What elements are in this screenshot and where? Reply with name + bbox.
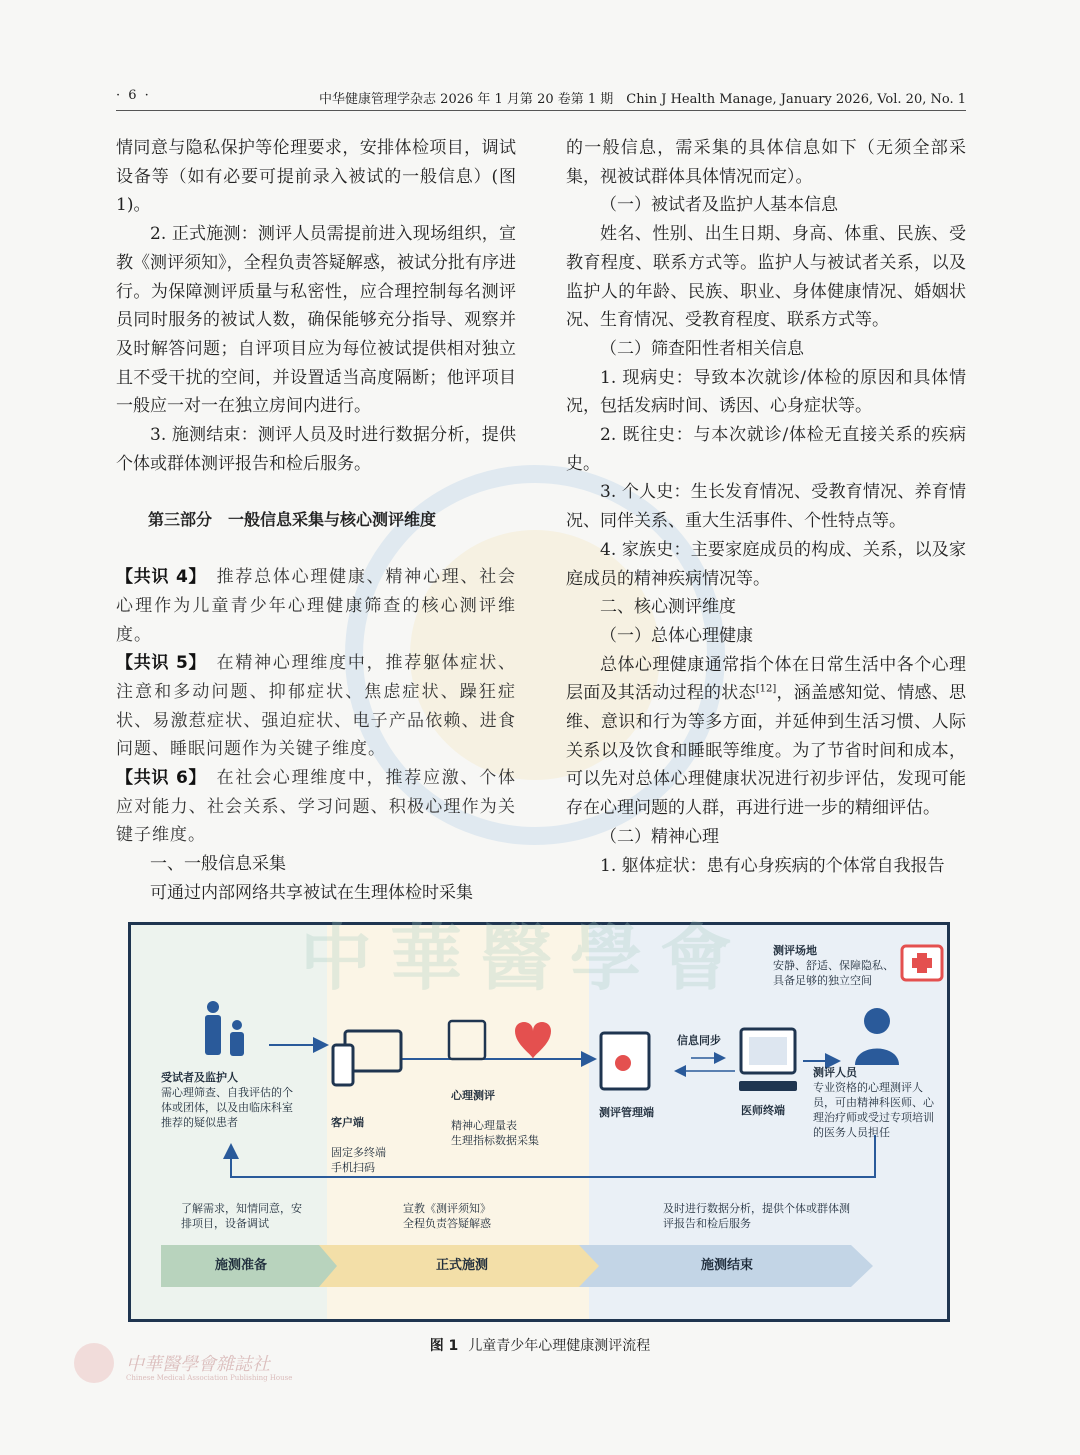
paragraph: 可通过内部网络共享被试在生理体检时采集 <box>150 882 473 903</box>
assess-desc: 精神心理量表 生理指标数据采集 <box>451 1119 539 1147</box>
assess-title: 心理测评 <box>451 1089 495 1102</box>
paragraph: 3. 个人史：生长发育情况、受教育情况、养育情况、同伴关系、重大生活事件、个性特点等。 <box>566 482 966 532</box>
paragraph: 3. 施测结束：测评人员及时进行数据分析，提供个体或群体测评报告和检后服务。 <box>116 425 516 474</box>
consensus-key: 【共识 5】 <box>116 653 198 674</box>
venue-desc: 安静、舒适、保障隐私、具备足够的独立空间 <box>773 959 894 987</box>
publisher-name-en: Chinese Medical Association Publishing House <box>126 1374 293 1382</box>
publisher-name: 中華醫學會雜誌社 <box>126 1354 270 1375</box>
staff-title: 测评人员 <box>813 1066 857 1079</box>
subheading: （一）总体心理健康 <box>600 625 753 646</box>
consensus-text: 在精神心理维度中，推荐躯体症状、注意和多动问题、抑郁症状、焦虑症状、躁狂症状、易激惹症状、强迫症状、电子产品依赖、进食问题、睡眠问题作为关键子维度。 <box>116 653 517 760</box>
subject-label <box>161 1070 301 1130</box>
caption-title: 儿童青少年心理健康测评流程 <box>468 1338 651 1354</box>
paragraph: 2. 正式施测：测评人员需提前进入现场组织，宣教《测评须知》，全程负责答疑解惑，被试分批有序进行。为保障测评质量与私密性，应合理控制每名测评员同时服务的被试人数，确保能够充分指导、观察并及时解答问题；自评项目应为每位被试提供相对独立且不受干扰的空间，并设置适当高度隔断；他评项目一般应一对一在独立房间内进行。 <box>116 224 516 417</box>
paragraph: 1. 现病史：导致本次就诊/体检的原因和具体情况，包括发病时间、诱因、心身症状等。 <box>566 367 966 417</box>
sync-label: 信息同步 <box>677 1034 721 1047</box>
client-label <box>331 1100 431 1190</box>
consensus-key: 【共识 6】 <box>116 768 198 789</box>
subheading: （二）筛查阳性者相关信息 <box>600 338 804 359</box>
phase-prep: 施测准备 <box>214 1258 267 1273</box>
medical-kit-icon <box>899 943 945 983</box>
subheading: （二）精神心理 <box>600 826 719 847</box>
subject-desc: 需心理筛查、自我评估的个体或团体，以及由临床科室推荐的疑似患者 <box>161 1086 293 1129</box>
step1-label: 了解需求，知情同意，安排项目，设备调试 <box>181 1202 302 1230</box>
doctor-icon <box>849 1007 905 1067</box>
paragraph: 4. 家族史：主要家庭成员的构成、关系，以及家庭成员的精神疾病情况等。 <box>566 539 966 589</box>
venue-title: 测评场地 <box>773 944 817 957</box>
subheading: 二、核心测评维度 <box>600 597 736 618</box>
staff-label <box>813 1065 941 1140</box>
paragraph: 情同意与隐私保护等伦理要求，安排体检项目，调试设备等（如有必要可提前录入被试的一般信息）(图1)。 <box>116 138 516 216</box>
staff-desc: 专业资格的心理测评人员，可由精神科医师、心理治疗师或受过专项培训的医务人员担任 <box>813 1081 934 1139</box>
text: ，涵盖感知觉、情感、思维、意识和行为等多方面，并延伸到生活习惯、人际关系以及饮食和睡眠等维度。为了节省时间和成本，可以先对总体心理健康状况进行初步评估，发现可能存在心理问题的人群，再进行进一步的精细评估。 <box>566 683 966 819</box>
step3-label: 及时进行数据分析，提供个体或群体测评报告和检后服务 <box>663 1202 850 1230</box>
venue-label <box>773 943 899 988</box>
consensus-4 <box>116 563 516 649</box>
journal-info: 中华健康管理学杂志 2026 年 1 月第 20 卷第 1 期 Chin J Health Manage, January 2026, Vol. 20, No. 1 <box>319 92 966 107</box>
doctor-terminal-label: 医师终端 <box>741 1104 785 1117</box>
assess-label <box>451 1073 571 1163</box>
assessment-icon <box>445 1017 565 1065</box>
paragraph: 姓名、性别、出生日期、身高、体重、民族、受教育程度、联系方式等。监护人与被试者关系，以及监护人的年龄、民族、职业、身体健康情况、婚姻状况、生育情况、受教育程度、联系方式等。 <box>566 224 966 331</box>
phase-formal: 正式施测 <box>435 1258 488 1273</box>
paragraph: 2. 既往史：与本次就诊/体检无直接关系的疾病史。 <box>566 425 966 474</box>
consensus-key: 【共识 4】 <box>116 567 198 588</box>
paragraph: 1. 躯体症状：患有心身疾病的个体常自我报告 <box>600 855 945 876</box>
folder-icon <box>597 1025 661 1099</box>
consensus-text: 在社会心理维度中，推荐应激、个体应对能力、社会关系、学习问题、积极心理作为关键子维度。 <box>116 768 517 846</box>
step2-label: 宣教《测评须知》 全程负责答疑解惑 <box>403 1202 491 1230</box>
page-number: · 6 · <box>116 88 151 103</box>
figure-number: 图 1 <box>429 1338 459 1354</box>
computer-icon <box>737 1027 799 1097</box>
devices-icon <box>331 1029 403 1089</box>
section-title: 第三部分 一般信息采集与核心测评维度 <box>148 510 437 530</box>
client-desc: 固定多终端 手机扫码 <box>331 1146 386 1174</box>
consensus-5 <box>116 649 516 764</box>
publisher-logo <box>74 1343 114 1383</box>
running-header <box>116 86 966 111</box>
right-column <box>566 134 966 880</box>
consensus-text: 推荐总体心理健康、精神心理、社会心理作为儿童青少年心理健康筛查的核心测评维度。 <box>116 567 517 645</box>
citation: [12] <box>755 683 777 695</box>
watermark-text: 中華醫學會 <box>300 915 751 1000</box>
paragraph <box>566 651 966 823</box>
family-icon <box>199 999 255 1063</box>
text: 总体心理健康通常指个体在日常生活中各个心理层面及其活动过程的状态 <box>566 654 966 704</box>
phase-end: 施测结束 <box>700 1258 753 1273</box>
consensus-6 <box>116 764 516 850</box>
paragraph: 的一般信息，需采集的具体信息如下（无须全部采集，视被试群体具体情况而定）。 <box>566 138 966 187</box>
left-column <box>116 134 516 908</box>
mgmt-label: 测评管理端 <box>599 1106 654 1119</box>
client-title: 客户端 <box>331 1116 364 1129</box>
subheading: （一）被试者及监护人基本信息 <box>600 195 838 216</box>
subject-title: 受试者及监护人 <box>161 1071 238 1084</box>
subheading: 一、一般信息采集 <box>150 854 286 875</box>
